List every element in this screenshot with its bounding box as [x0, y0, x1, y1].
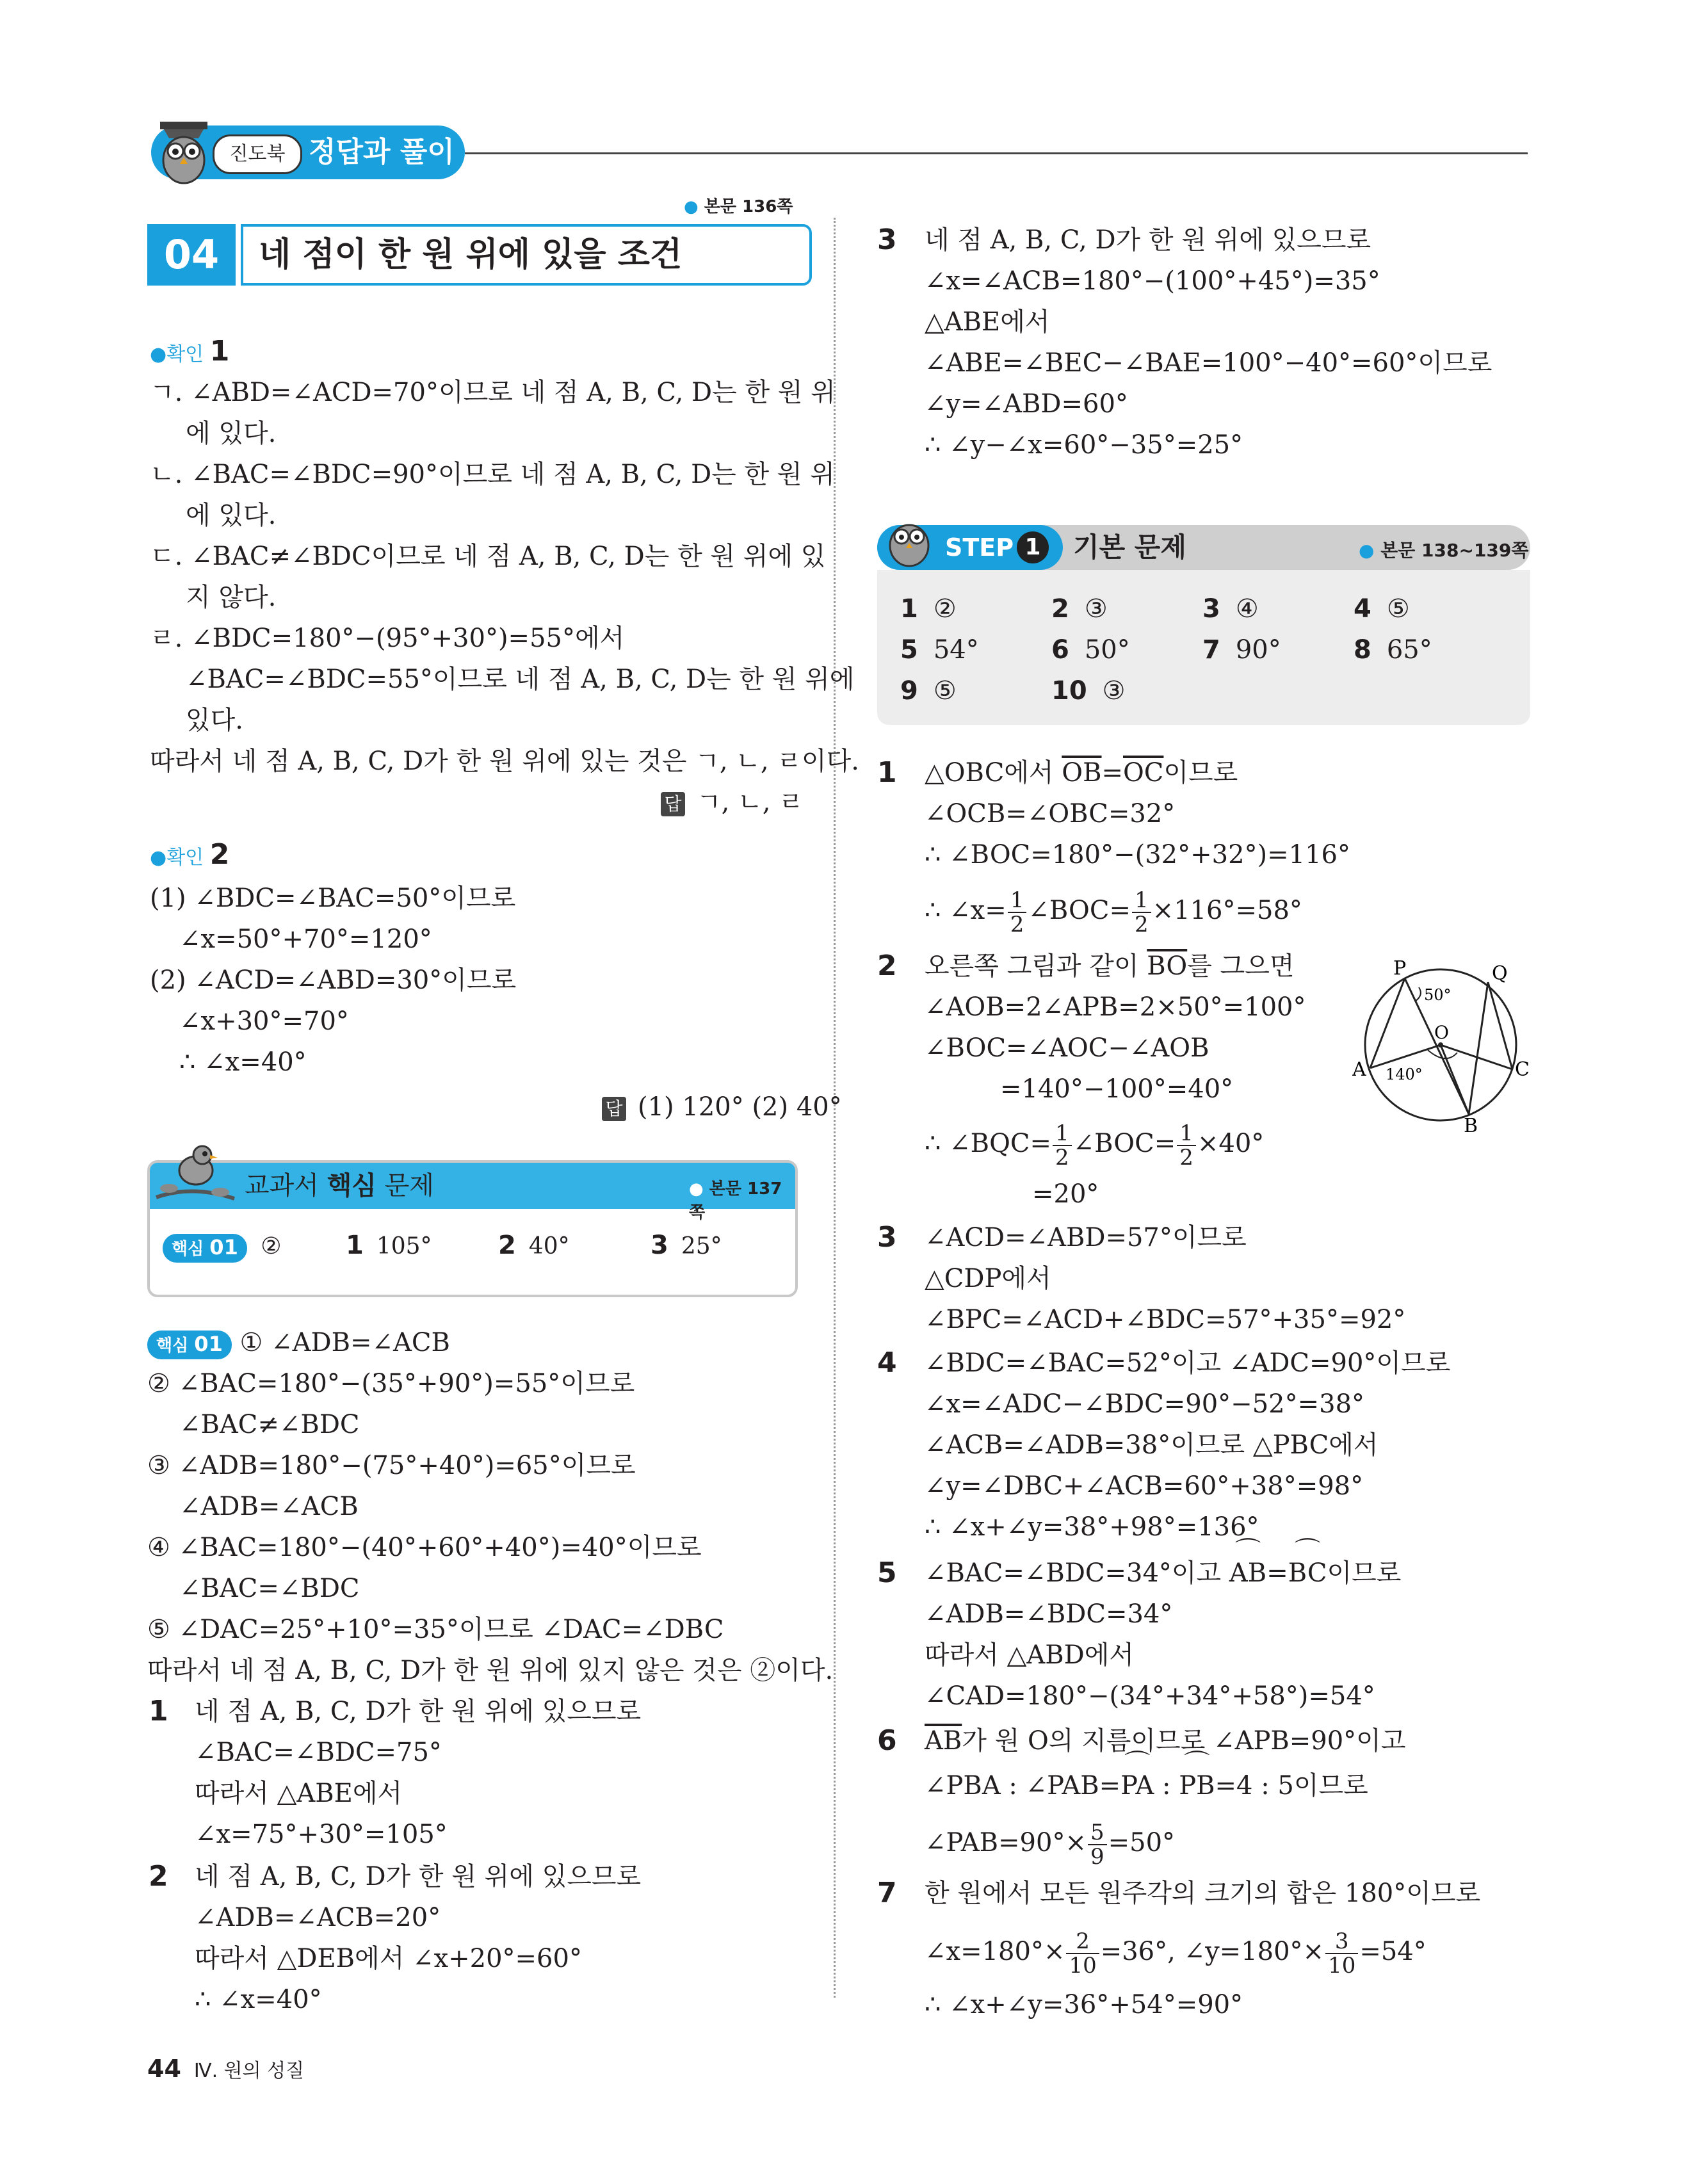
problem-number: 2	[877, 950, 897, 982]
confirm-1-line: 에 있다.	[186, 419, 277, 448]
solution-line: ∴ ∠x+∠y=36°+54°=90°	[925, 1990, 1243, 2019]
solution-line: ∠x=∠ADC−∠BDC=90°−52°=38°	[925, 1389, 1365, 1419]
fraction: $\frac{1}{2}$	[1008, 889, 1027, 936]
solution-line: ∠BAC=∠BDC=34°이고 ⌒ AB=⌒ BC이므로	[925, 1555, 1401, 1592]
solution-line: ∠PAB=90°× $\frac{5}{9}$ =50°	[925, 1820, 1176, 1870]
solution-line: ∠OCB=∠OBC=32°	[925, 799, 1176, 829]
solution-line: △CDP에서	[925, 1264, 1051, 1293]
step-number: 1	[1017, 531, 1049, 563]
solution-line: 따라서 △ABD에서	[925, 1640, 1135, 1670]
core-answer: 1 105°	[346, 1231, 432, 1260]
chapter-title: Ⅳ. 원의 성질	[193, 2060, 305, 2082]
problem-line: ∠y=∠ABD=60°	[925, 389, 1128, 419]
confirm-1-line: ㄴ. ∠BAC=∠BDC=90°이므로 네 점 A, B, C, D는 한 원 위	[150, 460, 835, 489]
fraction: $\frac{1}{2}$	[1132, 889, 1151, 936]
fraction: $\frac{3}{10}$	[1325, 1930, 1358, 1977]
core-solution-line: 따라서 네 점 A, B, C, D가 한 원 위에 있지 않은 것은 ②이다.	[147, 1656, 834, 1685]
fig-label-o: O	[1434, 1022, 1449, 1043]
solution-line: ∴ ∠BOC=180°−(32°+32°)=116°	[925, 840, 1350, 870]
solution-line: ∠AOB=2∠APB=2×50°=100°	[925, 992, 1306, 1022]
page-number: 44	[147, 2055, 181, 2083]
core-solution-line: ∠BAC≠∠BDC	[179, 1410, 360, 1439]
step-answer: 3 ④	[1202, 594, 1259, 624]
problem-line: 따라서 △ABE에서	[195, 1779, 403, 1808]
problem-number: 7	[877, 1877, 897, 1909]
fig-label-a: A	[1352, 1058, 1366, 1081]
page-header	[151, 125, 1528, 183]
header-rule	[465, 152, 1528, 154]
owl-icon	[886, 515, 932, 569]
bird-branch-icon	[154, 1140, 237, 1206]
section-page-ref: ● 본문 136쪽	[684, 197, 793, 216]
solution-line: ∠BOC=∠AOC−∠AOB	[925, 1033, 1209, 1063]
core-solution-line: ∠ADB=∠ACB	[179, 1492, 359, 1521]
step-answer: 1 ②	[900, 594, 957, 624]
solution-line: ∴ ∠x= $\frac{1}{2}$ ∠BOC= $\frac{1}{2}$ ×116°=58°	[925, 887, 1302, 937]
problem-number: 3	[877, 1221, 897, 1254]
fig-label-b: B	[1464, 1115, 1478, 1132]
solution-line: ∠PBA : ∠PAB=⌒ PA : ⌒ PB=4 : 5이므로	[925, 1767, 1368, 1804]
problem-line: ∴ ∠x=40°	[195, 1985, 322, 2014]
book-tag: 진도북	[213, 134, 302, 174]
core-solution-line: ③ ∠ADB=180°−(75°+40°)=65°이므로	[147, 1451, 636, 1480]
core-solution-line: ② ∠BAC=180°−(35°+90°)=55°이므로	[147, 1369, 635, 1398]
solution-line: ∠ACD=∠ABD=57°이므로	[925, 1223, 1247, 1252]
fraction: $\frac{1}{2}$	[1053, 1122, 1072, 1169]
step-answer: 2 ③	[1051, 594, 1108, 624]
section-number-box: 04	[147, 224, 236, 286]
problem-line: 네 점 A, B, C, D가 한 원 위에 있으므로	[195, 1862, 642, 1891]
problem-line: 네 점 A, B, C, D가 한 원 위에 있으므로	[925, 225, 1371, 255]
core-answer: 2 40°	[498, 1231, 570, 1260]
core-solution-badge: 핵심 01	[147, 1331, 232, 1359]
step-answer: 4 ⑤	[1354, 594, 1410, 624]
confirm-1-line: ㄷ. ∠BAC≠∠BDC이므로 네 점 A, B, C, D는 한 원 위에 있	[150, 542, 826, 571]
step-answer: 8 65°	[1354, 635, 1432, 665]
step-page-ref: ● 본문 138~139쪽	[1359, 540, 1529, 561]
problem-line: ∠BAC=∠BDC=75°	[195, 1738, 442, 1767]
confirm-2-label: ●확인 2	[150, 838, 230, 871]
answer-icon: 답	[602, 1097, 626, 1121]
step-title: 기본 문제	[1073, 531, 1186, 563]
solution-line: ∠x=180°× $\frac{2}{10}$ =36°, ∠y=180°× $\frac{3}{10}$ =54°	[925, 1929, 1427, 1978]
confirm-2-line: ∠x+30°=70°	[179, 1007, 349, 1036]
core-solution-line: 핵심 01 ① ∠ADB=∠ACB	[147, 1324, 450, 1361]
problem-number: 1	[877, 756, 897, 789]
step-answer: 9 ⑤	[900, 676, 957, 706]
fig-label-p: P	[1393, 959, 1407, 980]
fraction: $\frac{2}{10}$	[1066, 1930, 1099, 1977]
confirm-1-line: ㄱ. ∠ABD=∠ACD=70°이므로 네 점 A, B, C, D는 한 원 위	[150, 378, 836, 407]
confirm-1-line: 에 있다.	[186, 501, 277, 530]
problem-number: 1	[149, 1695, 168, 1727]
problem-line: ∠ABE=∠BEC−∠BAE=100°−40°=60°이므로	[925, 348, 1492, 378]
confirm-1-line: ㄹ. ∠BDC=180°−(95°+30°)=55°에서	[150, 624, 625, 653]
fraction: $\frac{1}{2}$	[1177, 1122, 1196, 1169]
confirm-2-answer: 답 (1) 120° (2) 40°	[602, 1088, 842, 1126]
core-solution-line: ∠BAC=∠BDC	[179, 1574, 360, 1603]
page-footer	[147, 2053, 304, 2087]
solution-line: 한 원에서 모든 원주각의 크기의 합은 180°이므로	[925, 1879, 1481, 1908]
confirm-1-label: ●확인 1	[150, 335, 230, 368]
header-title: 정답과 풀이	[309, 136, 455, 168]
fig-angle-140: 140°	[1386, 1065, 1423, 1083]
step-label: STEP	[945, 533, 1014, 562]
core-problem-title: 교과서 핵심 문제	[245, 1171, 434, 1201]
confirm-1-line: ∠BAC=∠BDC=55°이므로 네 점 A, B, C, D는 한 원 위에	[186, 665, 855, 694]
solution-line: ∴ ∠x+∠y=38°+98°=136°	[925, 1512, 1259, 1542]
confirm-1-line: 있다.	[186, 706, 243, 735]
step-answer: 10 ③	[1051, 676, 1126, 706]
solution-line: ∠ADB=∠BDC=34°	[925, 1599, 1173, 1629]
solution-line: ∠BPC=∠ACD+∠BDC=57°+35°=92°	[925, 1305, 1406, 1334]
confirm-2-line: (2) ∠ACD=∠ABD=30°이므로	[150, 966, 517, 995]
step-answer: 6 50°	[1051, 635, 1130, 665]
solution-line: ∠BDC=∠BAC=52°이고 ∠ADC=90°이므로	[925, 1348, 1451, 1378]
problem-line: ∠ADB=∠ACB=20°	[195, 1903, 441, 1932]
solution-line: ∠ACB=∠ADB=38°이므로 △PBC에서	[925, 1430, 1379, 1460]
problem-line: ∴ ∠y−∠x=60°−35°=25°	[925, 430, 1243, 460]
problem-line: 네 점 A, B, C, D가 한 원 위에 있으므로	[195, 1697, 642, 1726]
fig-label-c: C	[1515, 1058, 1530, 1081]
solution-line: △OBC에서 $\overline{OB}=\overline{OC}$이므로	[925, 758, 1238, 788]
solution-line: ∠y=∠DBC+∠ACB=60°+38°=98°	[925, 1471, 1364, 1501]
confirm-1-line: 따라서 네 점 A, B, C, D가 한 원 위에 있는 것은 ㄱ, ㄴ, ㄹ이다.	[150, 747, 859, 776]
section-title-box: 네 점이 한 원 위에 있을 조건	[241, 224, 812, 286]
confirm-2-line: ∴ ∠x=40°	[179, 1048, 307, 1077]
confirm-2-line: ∠x=50°+70°=120°	[179, 925, 432, 954]
confirm-2-line: (1) ∠BDC=∠BAC=50°이므로	[150, 884, 516, 913]
problem-number: 5	[877, 1557, 897, 1589]
core-page-ref: ● 본문 137쪽	[689, 1179, 782, 1222]
circle-figure	[1352, 959, 1532, 1132]
fig-label-q: Q	[1492, 962, 1508, 985]
step-answer: 7 90°	[1202, 635, 1281, 665]
problem-number: 2	[149, 1860, 168, 1893]
step-answer: 5 54°	[900, 635, 979, 665]
solution-line: $\overline{AB}$가 원 O의 지름이므로 ∠APB=90°이고	[925, 1726, 1406, 1756]
core-answer: 3 25°	[651, 1231, 722, 1260]
fraction: $\frac{5}{9}$	[1088, 1821, 1107, 1868]
core-solution-line: ⑤ ∠DAC=25°+10°=35°이므로 ∠DAC=∠DBC	[147, 1615, 724, 1644]
answer-icon: 답	[661, 792, 685, 816]
solution-line: =20°	[1032, 1179, 1099, 1209]
solution-line: ∴ ∠BQC= $\frac{1}{2}$ ∠BOC= $\frac{1}{2}$ ×40°	[925, 1120, 1265, 1170]
problem-number: 4	[877, 1347, 897, 1379]
confirm-1-line: 지 않다.	[186, 583, 277, 612]
core-solution-line: ④ ∠BAC=180°−(40°+60°+40°)=40°이므로	[147, 1533, 702, 1562]
problem-line: 따라서 △DEB에서 ∠x+20°=60°	[195, 1944, 582, 1973]
problem-number: 6	[877, 1724, 897, 1757]
solution-line: 오른쪽 그림과 같이 $\overline{BO}$를 그으면	[925, 951, 1295, 981]
owl-mascot-icon	[154, 119, 215, 186]
confirm-1-answer: 답 ㄱ, ㄴ, ㄹ	[661, 784, 804, 821]
core-problem-box	[147, 1160, 798, 1297]
fig-angle-50: 50°	[1424, 986, 1452, 1004]
core-badge-answer: 핵심 01 ②	[163, 1231, 282, 1263]
problem-line: ∠x=∠ACB=180°−(100°+45°)=35°	[925, 266, 1380, 296]
problem-number: 3	[877, 223, 897, 256]
core-badge: 핵심 01	[163, 1234, 247, 1263]
problem-line: △ABE에서	[925, 307, 1050, 337]
solution-line: ∠CAD=180°−(34°+34°+58°)=54°	[925, 1681, 1375, 1711]
solution-line: =140°−100°=40°	[1000, 1074, 1234, 1104]
problem-line: ∠x=75°+30°=105°	[195, 1820, 448, 1849]
